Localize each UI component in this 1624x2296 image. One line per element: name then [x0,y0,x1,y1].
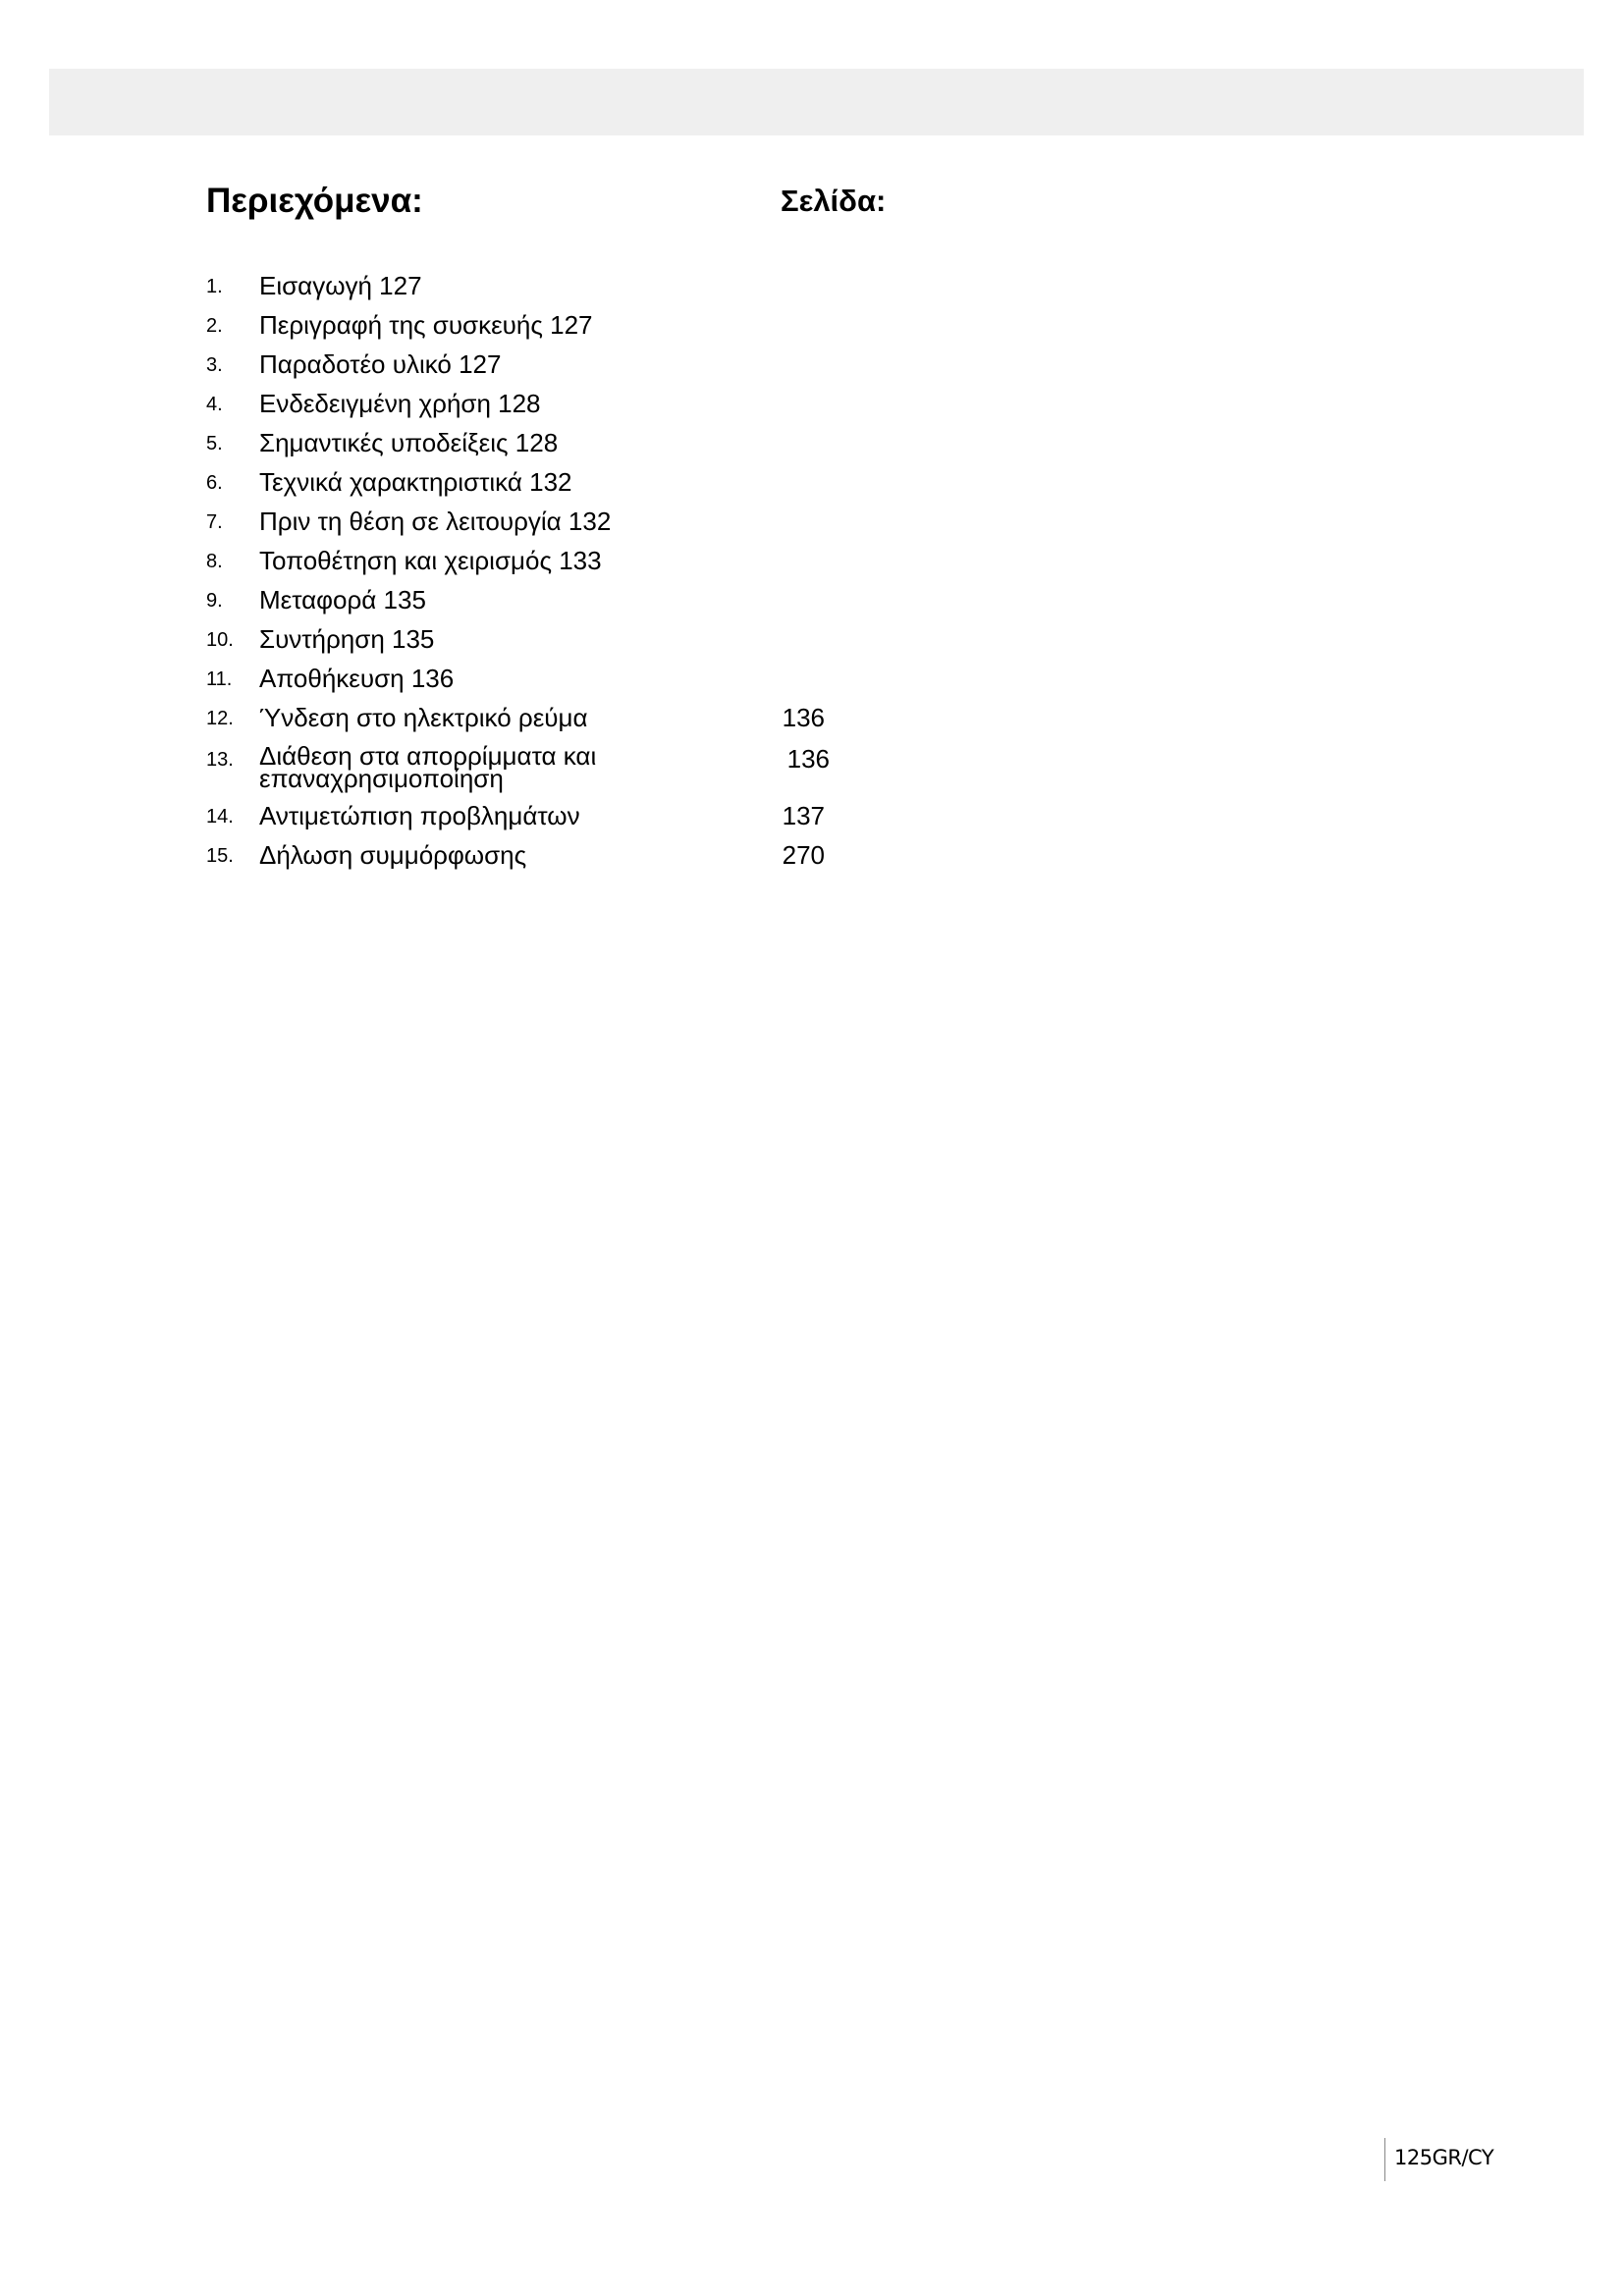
toc-entry-title: Μεταφορά 135 [259,585,426,614]
toc-entry-number: 11. [206,668,233,690]
toc-entry-title: Συντήρηση 135 [259,624,435,654]
toc-entry-title: Αντιμετώπιση προβλημάτων [259,801,580,830]
toc-entry-title: Ύνδεση στο ηλεκτρικό ρεύμα [259,703,588,732]
toc-entry-title: Δήλωση συμμόρφωσης [259,840,527,870]
toc-entry-title: Περιγραφή της συσκευής 127 [259,310,593,340]
contents-heading: Περιεχόμενα: [206,182,423,220]
toc-entry-title: Τοποθέτηση και χειρισμός 133 [259,546,602,575]
toc-entry-number: 7. [206,511,223,533]
header-band [49,69,1584,135]
toc-entry-page: 136 [786,744,830,774]
toc-entry [0,741,884,804]
toc-entry-number: 1. [206,276,223,297]
toc-entry-title: Εισαγωγή 127 [259,271,422,300]
toc-entry-number: 8. [206,551,223,572]
toc-entry-page: 270 [782,840,825,870]
toc-entry-title: Αποθήκευση 136 [259,664,455,693]
toc-entry-title: Παραδοτέο υλικό 127 [259,349,502,379]
footer-divider [1384,2138,1385,2181]
page-number-code: 125GR/CY [1394,2146,1494,2169]
toc-entry-number: 4. [206,394,223,415]
page-column-heading: Σελίδα: [781,184,887,218]
toc-entry-number: 6. [206,472,223,494]
toc-entry-number: 10. [206,629,234,651]
toc-entry-number: 5. [206,433,223,454]
toc-entry-title: Πριν τη θέση σε λειτουργία 132 [259,507,612,536]
toc-entry-page: 136 [782,703,825,732]
toc-entry-title: Διάθεση στα απορρίμματα και επαναχρησιμοποίηση [259,741,597,793]
toc-entry [0,841,884,900]
toc-entry-number: 3. [206,354,223,376]
toc-entry-page: 137 [782,801,825,830]
toc-entry-title: Σημαντικές υποδείξεις 128 [259,428,559,457]
toc-entry-number: 14. [206,806,234,828]
toc-entry-number: 15. [206,845,234,867]
toc-entry-number: 13. [206,749,234,771]
toc-entry-number: 12. [206,708,234,729]
toc-entry-title: Τεχνικά χαρακτηριστικά 132 [259,467,572,497]
toc-entry-number: 2. [206,315,223,337]
toc-entry-title: Ενδεδειγμένη χρήση 128 [259,389,541,418]
toc-entry-number: 9. [206,590,223,612]
